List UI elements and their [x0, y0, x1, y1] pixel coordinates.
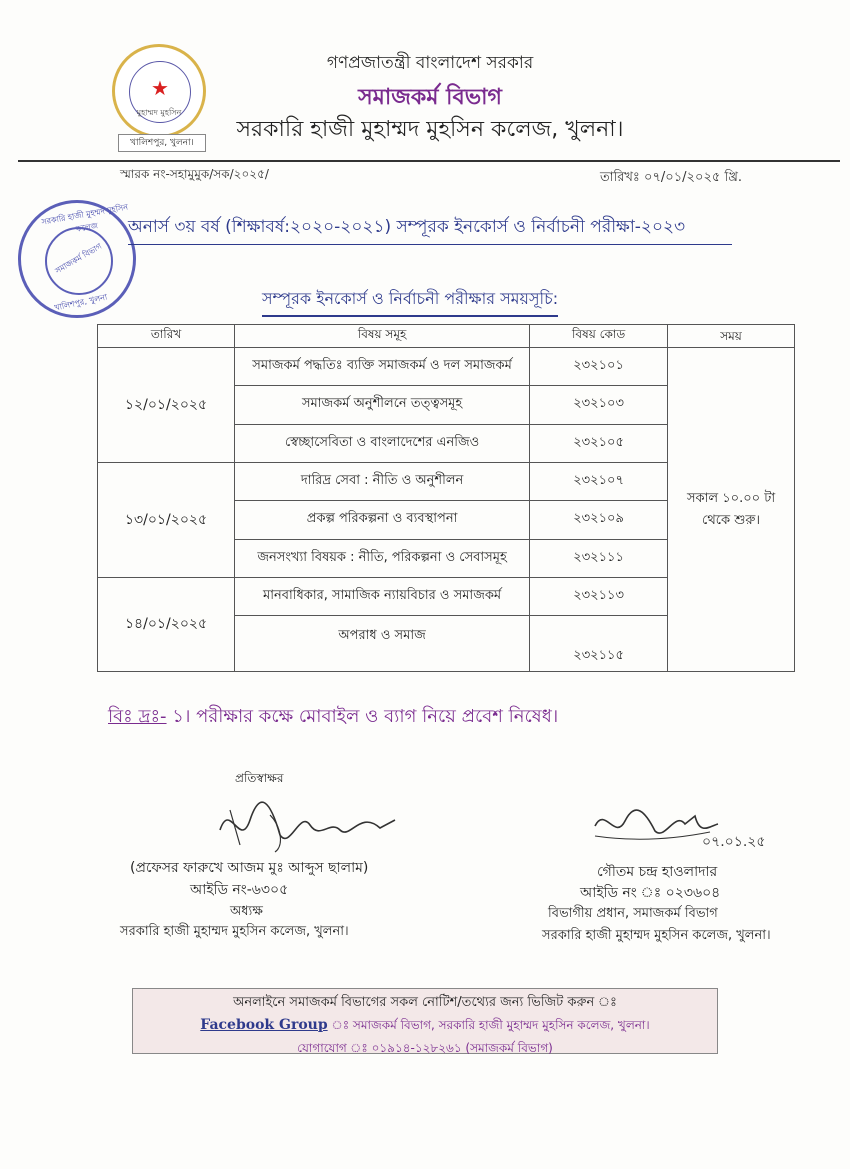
footer-visit-text: অনলাইনে সমাজকর্ম বিভাগের সকল নোটিশ/তথ্যের জন্য ভিজিট করুন ঃ — [233, 995, 617, 1010]
hod-name: গৌতম চন্দ্র হাওলাদার — [597, 864, 718, 880]
logo-place: খালিশপুর, খুলনা। — [118, 134, 206, 152]
hod-college: সরকারি হাজী মুহাম্মদ মুহসিন কলেজ, খুলনা। — [542, 928, 771, 943]
notice-note — [108, 702, 558, 733]
subject-cell: সমাজকর্ম পদ্ধতিঃ ব্যক্তি সমাজকর্ম ও দল সমাজকর্ম — [235, 348, 530, 386]
code-cell: ২৩২১১৫ — [530, 616, 668, 672]
schedule-title: সম্পূরক ইনকোর্স ও নির্বাচনী পরীক্ষার সময়সূচি: — [262, 286, 558, 317]
seal-inner-ring — [45, 227, 113, 295]
star-icon: ★ — [151, 76, 169, 100]
subject-cell: প্রকল্প পরিকল্পনা ও ব্যবস্থাপনা — [235, 501, 530, 539]
code-cell: ২৩২১১৩ — [530, 577, 668, 615]
hod-signature — [590, 796, 790, 856]
memo-number: স্মারক নং-সহামুমুক/সক/২০২৫/ — [120, 167, 269, 181]
note-label: বিঃ দ্রঃ- — [108, 706, 167, 727]
table-header-row — [98, 325, 795, 348]
code-cell: ২৩২১০৫ — [530, 424, 668, 462]
department-seal — [18, 200, 136, 318]
footer-contact: যোগাযোগ ঃ ০১৯১৪-১২৮২৬১ (সমাজকর্ম বিভাগ) — [297, 1041, 553, 1055]
table-row — [98, 348, 795, 386]
header-subject: বিষয় সমূহ — [235, 325, 530, 348]
subject-cell: স্বেচ্ছাসেবিতা ও বাংলাদেশের এনজিও — [235, 424, 530, 462]
principal-signature — [210, 790, 410, 860]
hod-role: বিভাগীয় প্রধান, সমাজকর্ম বিভাগ — [548, 906, 718, 921]
government-title: গণপ্রজাতন্ত্রী বাংলাদেশ সরকার — [326, 53, 534, 73]
subject-cell: মানবাধিকার, সামাজিক ন্যায়বিচার ও সমাজকর্ম — [235, 577, 530, 615]
seal-outer-text: সরকারি হাজী মুহম্মদ মুহসিন কলেজ — [40, 202, 129, 234]
subject-cell: সমাজকর্ম অনুশীলনে তত্ত্বসমূহ — [235, 386, 530, 424]
department-title: সমাজকর্ম বিভাগ — [358, 85, 502, 110]
header-code: বিষয় কোড — [530, 325, 668, 348]
code-cell: ২৩২১০৯ — [530, 501, 668, 539]
exam-title: অনার্স ৩য় বর্ষ (শিক্ষাবর্ষ:২০২০-২০২১) সম্পূরক ইনকোর্স ও নির্বাচনী পরীক্ষা-২০২৩ — [128, 214, 732, 245]
header-date: তারিখ — [98, 325, 235, 348]
seal-inner-text: সমাজকর্ম বিভাগ — [53, 241, 104, 276]
subject-cell: অপরাধ ও সমাজ — [235, 616, 530, 672]
date-cell: ১৩/০১/২০২৫ — [98, 462, 235, 577]
principal-role: অধ্যক্ষ — [230, 904, 263, 919]
principal-college: সরকারি হাজী মুহাম্মদ মুহসিন কলেজ, খুলনা। — [120, 924, 349, 939]
date-cell: ১৪/০১/২০২৫ — [98, 577, 235, 671]
hod-id: আইডি নং ঃ ০২৩৬০৪ — [580, 885, 721, 901]
schedule-table — [97, 324, 795, 672]
facebook-group-text: ঃ সমাজকর্ম বিভাগ, সরকারি হাজী মুহাম্মদ মুহসিন কলেজ, খুলনা। — [327, 1018, 650, 1032]
footer-box — [132, 988, 718, 1054]
college-title: সরকারি হাজী মুহাম্মদ মুহসিন কলেজ, খুলনা। — [236, 117, 624, 142]
subject-cell: জনসংখ্যা বিষয়ক : নীতি, পরিকল্পনা ও সেবাসমূহ — [235, 539, 530, 577]
memo-date: তারিখঃ ০৭/০১/২০২৫ খ্রি. — [600, 170, 742, 185]
code-cell: ২৩২১১১ — [530, 539, 668, 577]
college-logo — [112, 44, 206, 138]
principal-name: (প্রফেসর ফারুখে আজম মুঃ আব্দুস ছালাম) — [130, 860, 369, 876]
code-cell: ২৩২১০৩ — [530, 386, 668, 424]
signature-date: ০৭.০১.২৫ — [702, 834, 766, 850]
date-cell: ১২/০১/২০২৫ — [98, 348, 235, 463]
note-text: ১। পরীক্ষার কক্ষে মোবাইল ও ব্যাগ নিয়ে প্রবেশ নিষেধ। — [166, 706, 559, 727]
header-divider — [18, 160, 840, 162]
subject-cell: দারিদ্র সেবা : নীতি ও অনুশীলন — [235, 462, 530, 500]
facebook-group-link[interactable]: Facebook Group — [200, 1017, 328, 1033]
code-cell: ২৩২১০৭ — [530, 462, 668, 500]
principal-id: আইডি নং-৬৩০৫ — [190, 882, 289, 898]
code-cell: ২৩২১০১ — [530, 348, 668, 386]
seal-place: খালিশপুর, খুলনা — [53, 292, 109, 313]
time-cell: সকাল ১০.০০ টা থেকে শুরু। — [668, 348, 795, 672]
logo-subtext: মুহাম্মদ মুহসিন — [136, 108, 182, 117]
header-time: সময় — [668, 325, 795, 348]
footer-facebook-line — [133, 1017, 717, 1037]
attest-label: প্রতিস্বাক্ষর — [235, 771, 284, 785]
